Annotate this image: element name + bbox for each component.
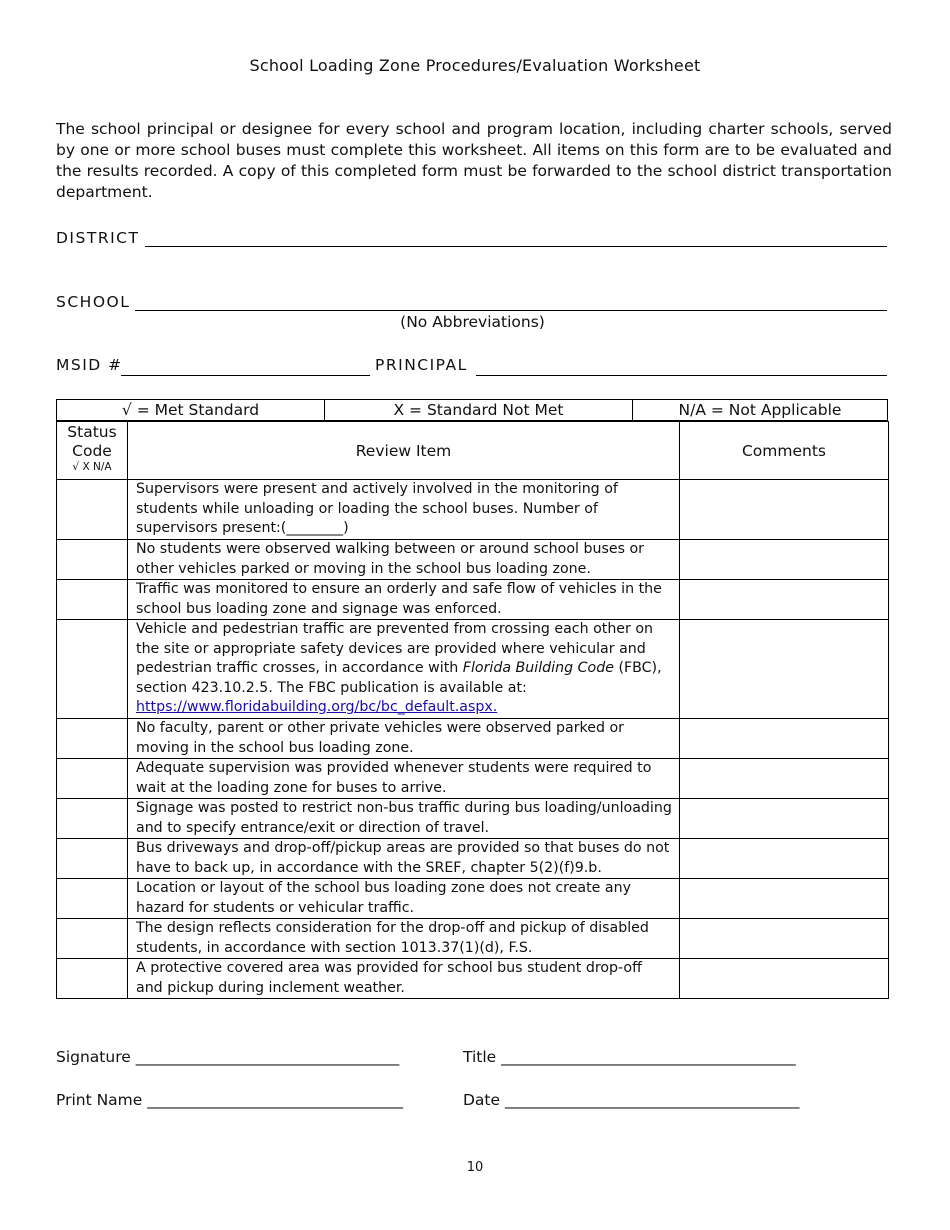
status-cell[interactable] — [57, 879, 128, 919]
legend-not-met: X = Standard Not Met — [325, 400, 633, 421]
msid-input-line[interactable] — [121, 375, 370, 376]
instructions-paragraph: The school principal or designee for every school and program location, including charter schools, served by one or more school buses must complete this worksheet. All items on this form are to be evaluated and the results recorded. A copy of this completed form must be forwarded to the school district transportation department. — [56, 120, 892, 201]
review-item: Adequate supervision was provided whenever students were required to wait at the loading zone for buses to arrive. — [128, 759, 680, 799]
review-item: Signage was posted to restrict non-bus traffic during bus loading/unloading and to specify entrance/exit or direction of travel. — [128, 799, 680, 839]
table-row — [57, 759, 889, 799]
table-row — [57, 959, 889, 999]
status-cell[interactable] — [57, 839, 128, 879]
status-cell[interactable] — [57, 620, 128, 719]
comments-cell[interactable] — [680, 759, 889, 799]
principal-label: PRINCIPAL — [375, 356, 468, 374]
status-cell[interactable] — [57, 719, 128, 759]
table-row — [57, 879, 889, 919]
principal-input-line[interactable] — [476, 375, 887, 376]
msid-label: MSID # — [56, 356, 123, 374]
review-item-header: Review Item — [128, 422, 680, 480]
signature-field[interactable]: Signature __________________________________ — [56, 1048, 400, 1066]
review-item: Bus driveways and drop-off/pickup areas are provided so that buses do not have to back up, in accordance with the SREF, chapter 5(2)(f)9.b. — [128, 839, 680, 879]
status-header-line2: Code — [72, 442, 112, 460]
status-legend — [56, 399, 888, 421]
evaluation-table — [56, 421, 889, 999]
comments-cell[interactable] — [680, 879, 889, 919]
school-input-line[interactable] — [135, 310, 887, 311]
comments-cell[interactable] — [680, 620, 889, 719]
review-item: Traffic was monitored to ensure an orderly and safe flow of vehicles in the school bus loading zone and signage was enforced. — [128, 580, 680, 620]
fbc-link[interactable]: https://www.floridabuilding.org/bc/bc_default.aspx. — [136, 699, 498, 715]
comments-cell[interactable] — [680, 919, 889, 959]
comments-cell[interactable] — [680, 839, 889, 879]
review-item: Location or layout of the school bus loading zone does not create any hazard for students or vehicular traffic. — [128, 879, 680, 919]
comments-cell[interactable] — [680, 719, 889, 759]
comments-cell[interactable] — [680, 540, 889, 580]
table-row — [57, 620, 889, 719]
table-row — [57, 799, 889, 839]
school-note: (No Abbreviations) — [400, 313, 545, 331]
review-item: The design reflects consideration for the drop-off and pickup of disabled students, in accordance with section 1013.37(1)(d), F.S. — [128, 919, 680, 959]
table-row — [57, 719, 889, 759]
district-label: DISTRICT — [56, 229, 140, 247]
table-row — [57, 580, 889, 620]
status-cell[interactable] — [57, 799, 128, 839]
date-field[interactable]: Date ______________________________________ — [463, 1091, 800, 1109]
status-header-line1: Status — [67, 423, 117, 441]
status-cell[interactable] — [57, 480, 128, 540]
title-field[interactable]: Title ______________________________________ — [463, 1048, 796, 1066]
status-header-sub: √ X N/A — [72, 461, 112, 473]
status-cell[interactable] — [57, 580, 128, 620]
table-row — [57, 919, 889, 959]
comments-cell[interactable] — [680, 480, 889, 540]
status-cell[interactable] — [57, 540, 128, 580]
review-item-text-b: (FBC), section 423.10.2.5. The FBC publication is available at: — [136, 660, 662, 696]
comments-cell[interactable] — [680, 580, 889, 620]
status-cell[interactable] — [57, 759, 128, 799]
print-name-field[interactable]: Print Name _________________________________ — [56, 1091, 403, 1109]
table-row — [57, 480, 889, 540]
page-number: 10 — [466, 1160, 484, 1175]
legend-na: N/A = Not Applicable — [633, 400, 888, 421]
comments-header: Comments — [680, 422, 889, 480]
review-item-italic: Florida Building Code — [462, 660, 614, 676]
school-label: SCHOOL — [56, 293, 131, 311]
review-item: A protective covered area was provided for school bus student drop-off and pickup during inclement weather. — [128, 959, 680, 999]
legend-met: √ = Met Standard — [57, 400, 325, 421]
comments-cell[interactable] — [680, 799, 889, 839]
status-cell[interactable] — [57, 919, 128, 959]
page-title: School Loading Zone Procedures/Evaluation Worksheet — [249, 56, 701, 75]
comments-cell[interactable] — [680, 959, 889, 999]
status-cell[interactable] — [57, 959, 128, 999]
review-item-text-a: Vehicle and pedestrian traffic are prevented from crossing each other on the site or appropriate safety devices are provided where vehicular and pedestrian traffic crosses, in accordance with — [136, 621, 654, 676]
review-item: No faculty, parent or other private vehicles were observed parked or moving in the school bus loading zone. — [128, 719, 680, 759]
district-input-line[interactable] — [145, 246, 887, 247]
status-code-header — [57, 422, 128, 480]
table-row — [57, 540, 889, 580]
review-item: No students were observed walking between or around school buses or other vehicles parked or moving in the school bus loading zone. — [128, 540, 680, 580]
review-item: Supervisors were present and actively involved in the monitoring of students while unloading or loading the school buses. Number of supervisors present:(________) — [128, 480, 680, 540]
table-row — [57, 839, 889, 879]
table-header-row — [57, 422, 889, 480]
review-item — [128, 620, 680, 719]
